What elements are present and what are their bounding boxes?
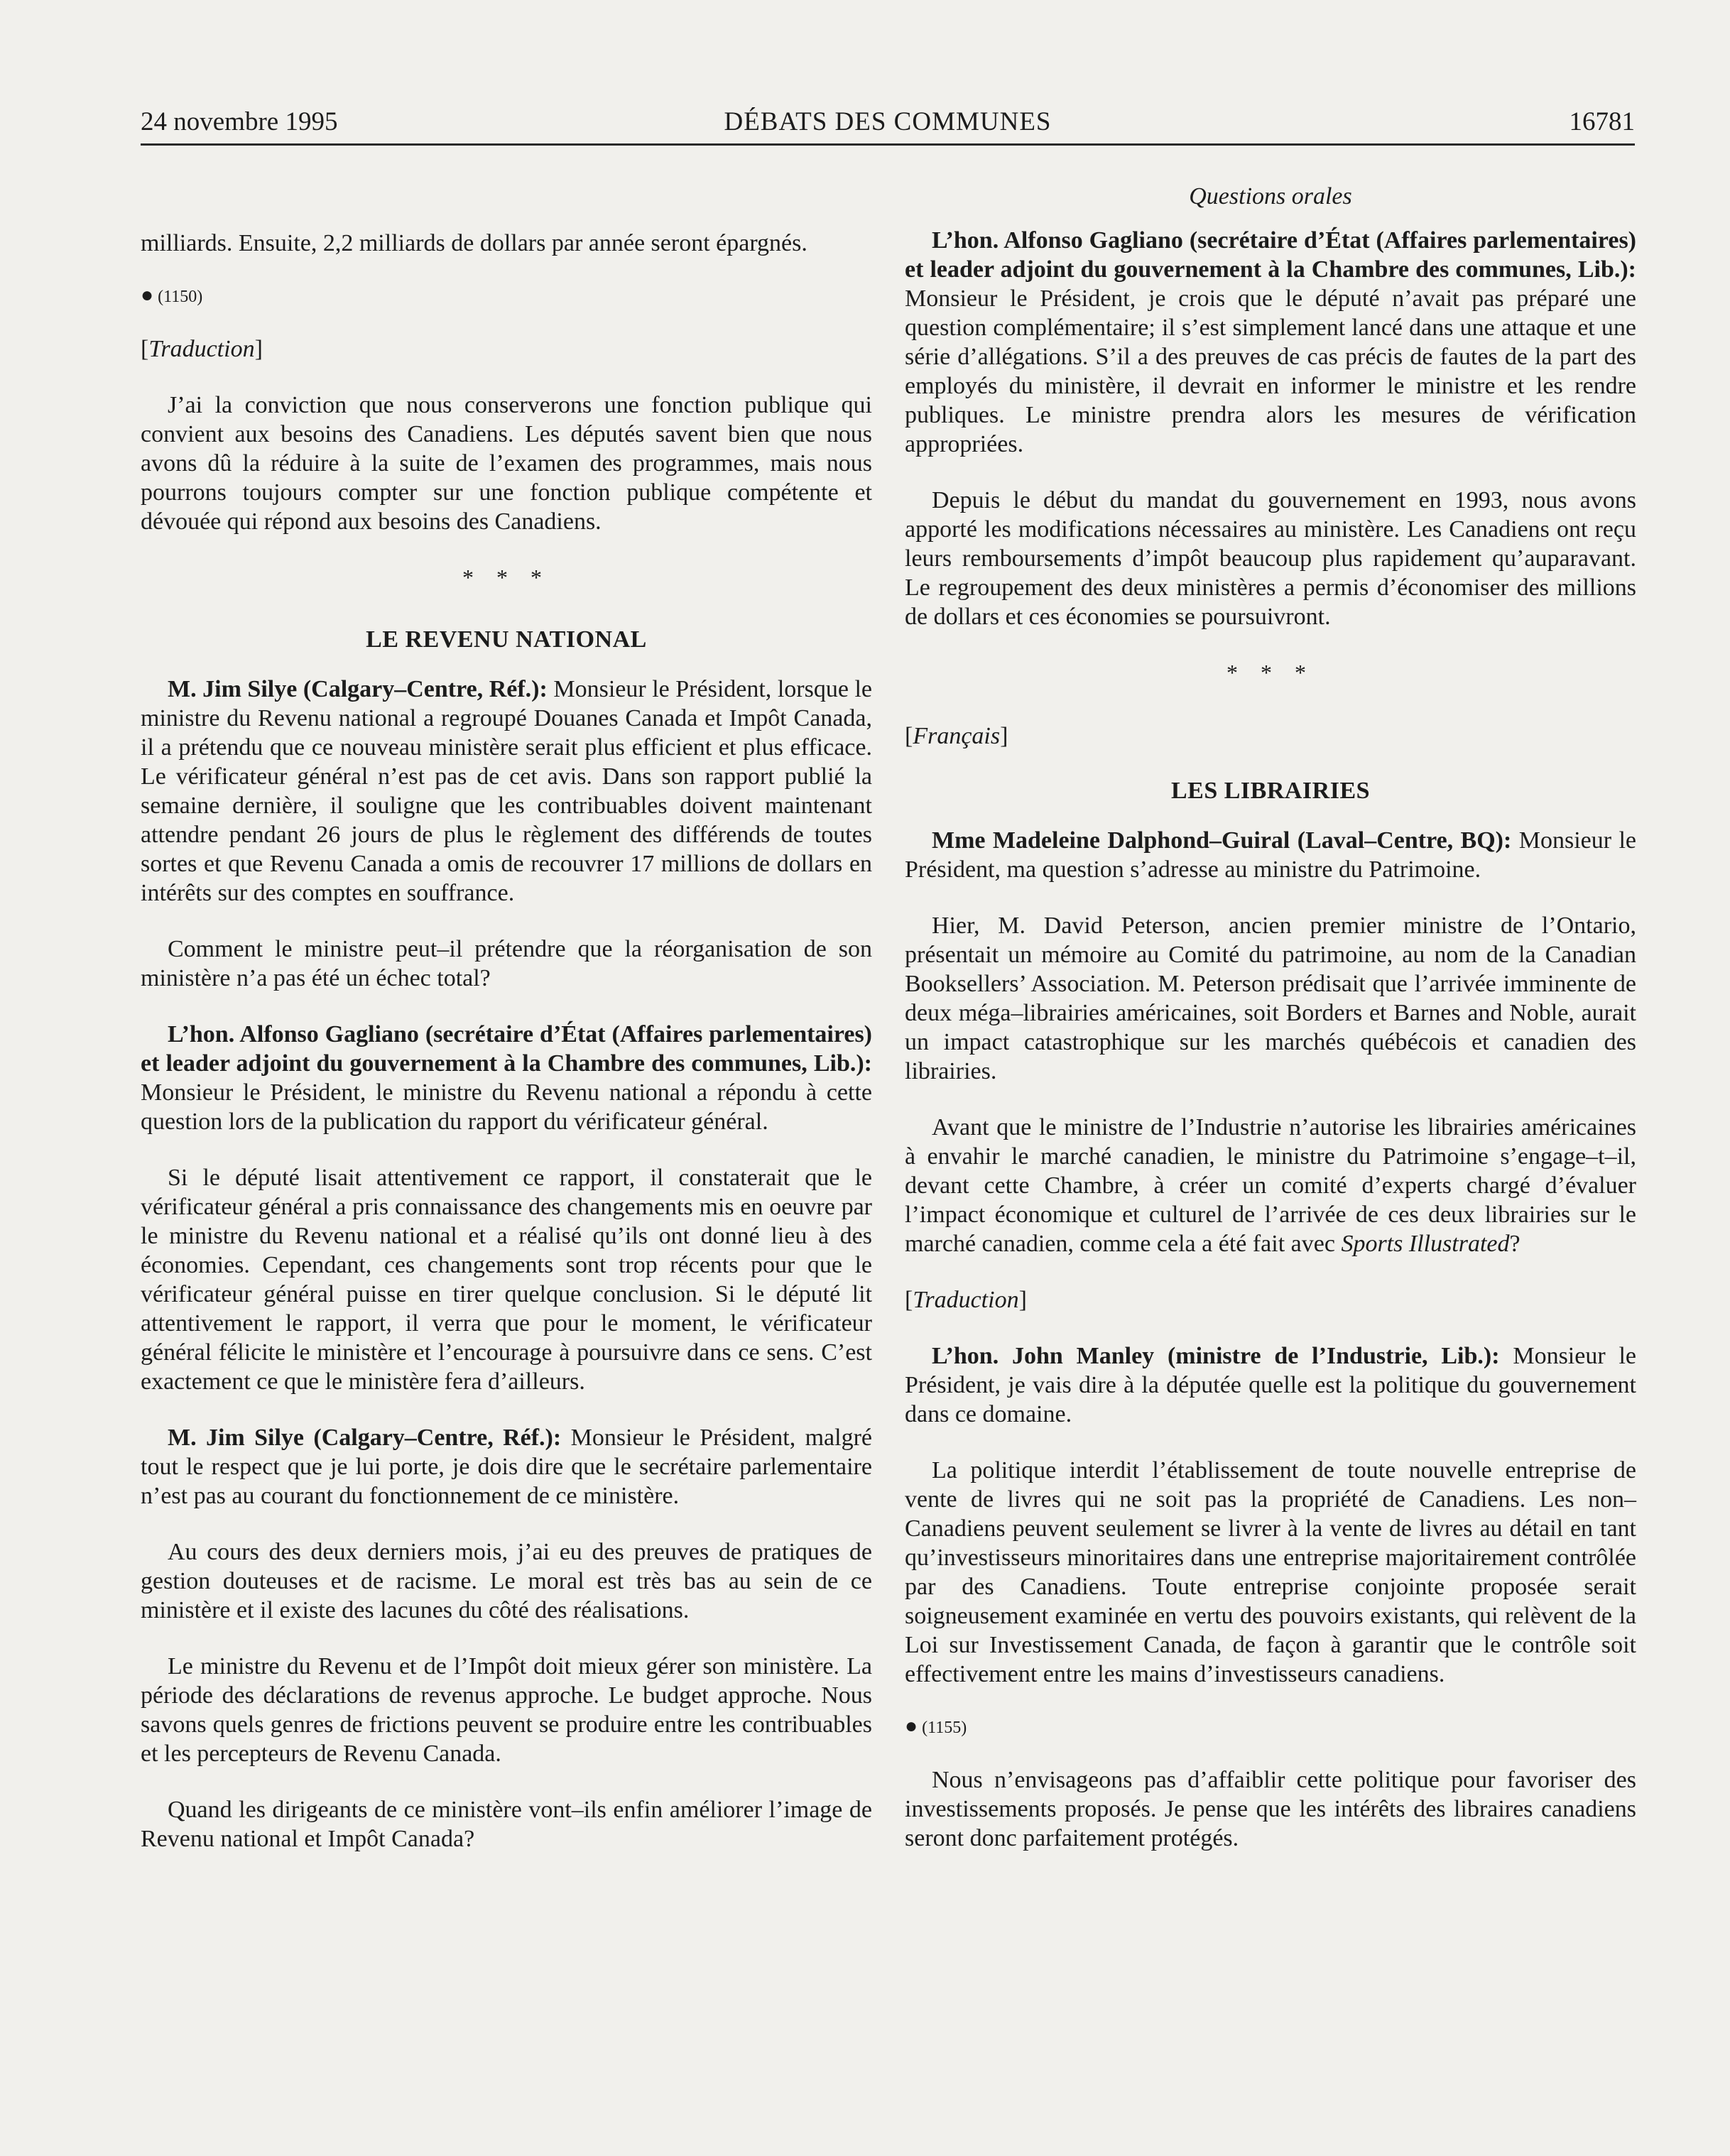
- speaker-name: M. Jim Silye (Calgary–Centre, Réf.):: [168, 1425, 562, 1451]
- speech-text: Monsieur le Président, le ministre du Revenu national a répondu à cette question lors de la publication du rapport du vérificateur général.: [141, 1079, 872, 1135]
- language-note-label: Traduction: [148, 336, 255, 362]
- bullet-icon: ●: [141, 283, 154, 307]
- speech-text: Monsieur le Président, lorsque le ministre du Revenu national a regroupé Douanes Canada et Impôt Canada, il a prétendu que ce nouveau ministère serait plus efficient et plus efficace. Le vérificateur général n’est pas de cet avis. Dans son rapport publié la semaine dernière, il souligne que les contribuables doivent maintenant attendre pendant 26 jours de plus le règlement des différends de toutes sortes et que Revenu Canada a omis de recouvrer 17 millions de dollars en intérêts sur des comptes en souffrance.: [141, 676, 872, 906]
- paragraph: [905, 1113, 1636, 1258]
- speaker-name: L’hon. John Manley (ministre de l’Industrie, Lib.):: [932, 1343, 1500, 1369]
- right-column: [905, 183, 1636, 1880]
- speech-text: Monsieur le Président, ma question s’adresse au ministre du Patrimoine.: [905, 827, 1636, 883]
- time-marker: [141, 285, 872, 307]
- speech-text: Avant que le ministre de l’Industrie n’autorise les librairies américaines à envahir le marché canadien, le ministre du Patrimoine s’engage–t–il, devant cette Chambre, à créer un comité d’experts chargé d’évaluer l’impact économique et culturel de l’arrivée de ces deux librairies sur le marché canadien, comme cela a été fait avec: [905, 1114, 1636, 1257]
- header-page-number: 16781: [1569, 107, 1635, 136]
- paragraph: milliards. Ensuite, 2,2 milliards de dollars par année seront épargnés.: [141, 230, 807, 256]
- time-marker-label: (1155): [922, 1719, 967, 1737]
- speech-text: Monsieur le Président, je crois que le député n’avait pas préparé une question complémentaire; il s’est simplement lancé dans une attaque et une série d’allégations. S’il a des preuves de cas précis de fautes de la part des employés du ministère, il devrait en informer le ministre et les rendre publiques. Le ministre prendra alors les mesures de vérification appropriées.: [905, 285, 1636, 457]
- header-title: DÉBATS DES COMMUNES: [724, 107, 1052, 136]
- speaker-name: L’hon. Alfonso Gagliano (secrétaire d’État (Affaires parlementaires) et leader adjoint du gouvernement à la Chambre des communes, Lib.):: [905, 227, 1636, 283]
- section-separator: * * *: [462, 565, 550, 590]
- speech-text-end: ?: [1509, 1231, 1520, 1257]
- bullet-icon: ●: [905, 1714, 918, 1738]
- language-note-label: Traduction: [913, 1287, 1019, 1313]
- language-note: [Français]: [905, 723, 1008, 749]
- paragraph: Quand les dirigeants de ce ministère vont–ils enfin améliorer l’image de Revenu national et Impôt Canada?: [141, 1797, 872, 1852]
- speech-text: Monsieur le Président, je vais dire à la députée quelle est la politique du gouvernement dans ce domaine.: [905, 1343, 1636, 1427]
- speech-paragraph: [905, 826, 1636, 884]
- paragraph: Nous n’envisageons pas d’affaiblir cette politique pour favoriser des investissements proposés. Je pense que les intérêts des libraires canadiens seront donc parfaitement protégés.: [905, 1767, 1636, 1851]
- paragraph: J’ai la conviction que nous conserverons une fonction publique qui convient aux besoins des Canadiens. Les députés savent bien que nous avons dû la réduire à la suite de l’examen des programmes, mais nous pourrons toujours compter sur une fonction publique compétente et dévouée qui répond aux besoins des Canadiens.: [141, 392, 872, 535]
- paragraph: Au cours des deux derniers mois, j’ai eu des preuves de pratiques de gestion douteuses et de racisme. Le moral est très bas au sein de ce ministère et il existe des lacunes du côté des réalisations.: [141, 1539, 872, 1623]
- header-date: 24 novembre 1995: [141, 107, 338, 136]
- publication-title: Sports Illustrated: [1341, 1231, 1510, 1257]
- section-heading: LES LIBRAIRIES: [1170, 778, 1371, 804]
- paragraph: Le ministre du Revenu et de l’Impôt doit mieux gérer son ministère. La période des déclarations de revenus approche. Le budget approche. Nous savons quels genres de frictions peuvent se produire entre les contribuables et les percepteurs de Revenu Canada.: [141, 1653, 872, 1767]
- speech-paragraph: [141, 1423, 872, 1510]
- language-note: [Traduction]: [905, 1287, 1027, 1313]
- language-note: [Traduction]: [141, 336, 263, 362]
- paragraph: Si le député lisait attentivement ce rapport, il constaterait que le vérificateur général a pris connaissance des changements mis en oeuvre par le ministre du Revenu national et a réalisé qu’ils ont donné lieu à des économies. Cependant, ces changements sont trop récents pour que le vérificateur général puisse en tirer quelque conclusion. Si le député lit attentivement le rapport, il verra que pour le moment, le vérificateur général félicite le ministère et l’encourage à poursuivre dans ce sens. C’est exactement ce que le ministère fera d’ailleurs.: [141, 1165, 872, 1395]
- section-separator: * * *: [1226, 660, 1315, 685]
- section-heading: LE REVENU NATIONAL: [366, 626, 647, 653]
- speaker-name: Mme Madeleine Dalphond–Guiral (Laval–Centre, BQ):: [932, 827, 1512, 854]
- language-note-label: Français: [913, 723, 1001, 749]
- left-column: [141, 183, 872, 1880]
- speaker-name: L’hon. Alfonso Gagliano (secrétaire d’État (Affaires parlementaires) et leader adjoint du gouvernement à la Chambre des communes, Lib.):: [141, 1021, 872, 1077]
- speech-paragraph: [141, 1020, 872, 1136]
- paragraph: Comment le ministre peut–il prétendre que la réorganisation de son ministère n’a pas été un échec total?: [141, 936, 872, 991]
- speech-text: Monsieur le Président, malgré tout le respect que je lui porte, je dois dire que le secrétaire parlementaire n’est pas au courant du fonctionnement de ce ministère.: [141, 1425, 872, 1509]
- paragraph: La politique interdit l’établissement de toute nouvelle entreprise de vente de livres qui ne soit pas la propriété de Canadiens. Les non–Canadiens peuvent seulement se livrer à la vente de livres au détail en tant qu’investisseurs minoritaires dans une entreprise majoritairement contrôlée par des Canadiens. Toute entreprise conjointe proposée serait soigneusement examinée en vertu des pouvoirs existants, qui relèvent de la Loi sur Investissement Canada, de façon à garantir que le contrôle soit effectivement entre les mains d’investisseurs canadiens.: [905, 1457, 1636, 1687]
- time-marker: [905, 1716, 1636, 1738]
- page-header: [141, 101, 1635, 146]
- paragraph: Hier, M. David Peterson, ancien premier ministre de l’Ontario, présentait un mémoire au Comité du patrimoine, au nom de la Canadian Booksellers’ Association. M. Peterson prédisait que l’arrivée imminente de deux méga–librairies américaines, soit Borders et Barnes and Noble, aurait un impact catastrophique sur les marchés québécois et canadien des librairies.: [905, 913, 1636, 1084]
- speaker-name: M. Jim Silye (Calgary–Centre, Réf.):: [168, 676, 548, 702]
- section-title: Questions orales: [1189, 183, 1352, 209]
- time-marker-label: (1150): [158, 288, 203, 306]
- speech-paragraph: [905, 226, 1636, 459]
- speech-paragraph: [141, 675, 872, 908]
- speech-paragraph: [905, 1341, 1636, 1429]
- paragraph: Depuis le début du mandat du gouvernement en 1993, nous avons apporté les modifications nécessaires au ministère. Les Canadiens ont reçu leurs remboursements d’impôt beaucoup plus rapidement qu’auparavant. Le regroupement des deux ministères a permis d’économiser des millions de dollars et ces économies se poursuivront.: [905, 487, 1636, 630]
